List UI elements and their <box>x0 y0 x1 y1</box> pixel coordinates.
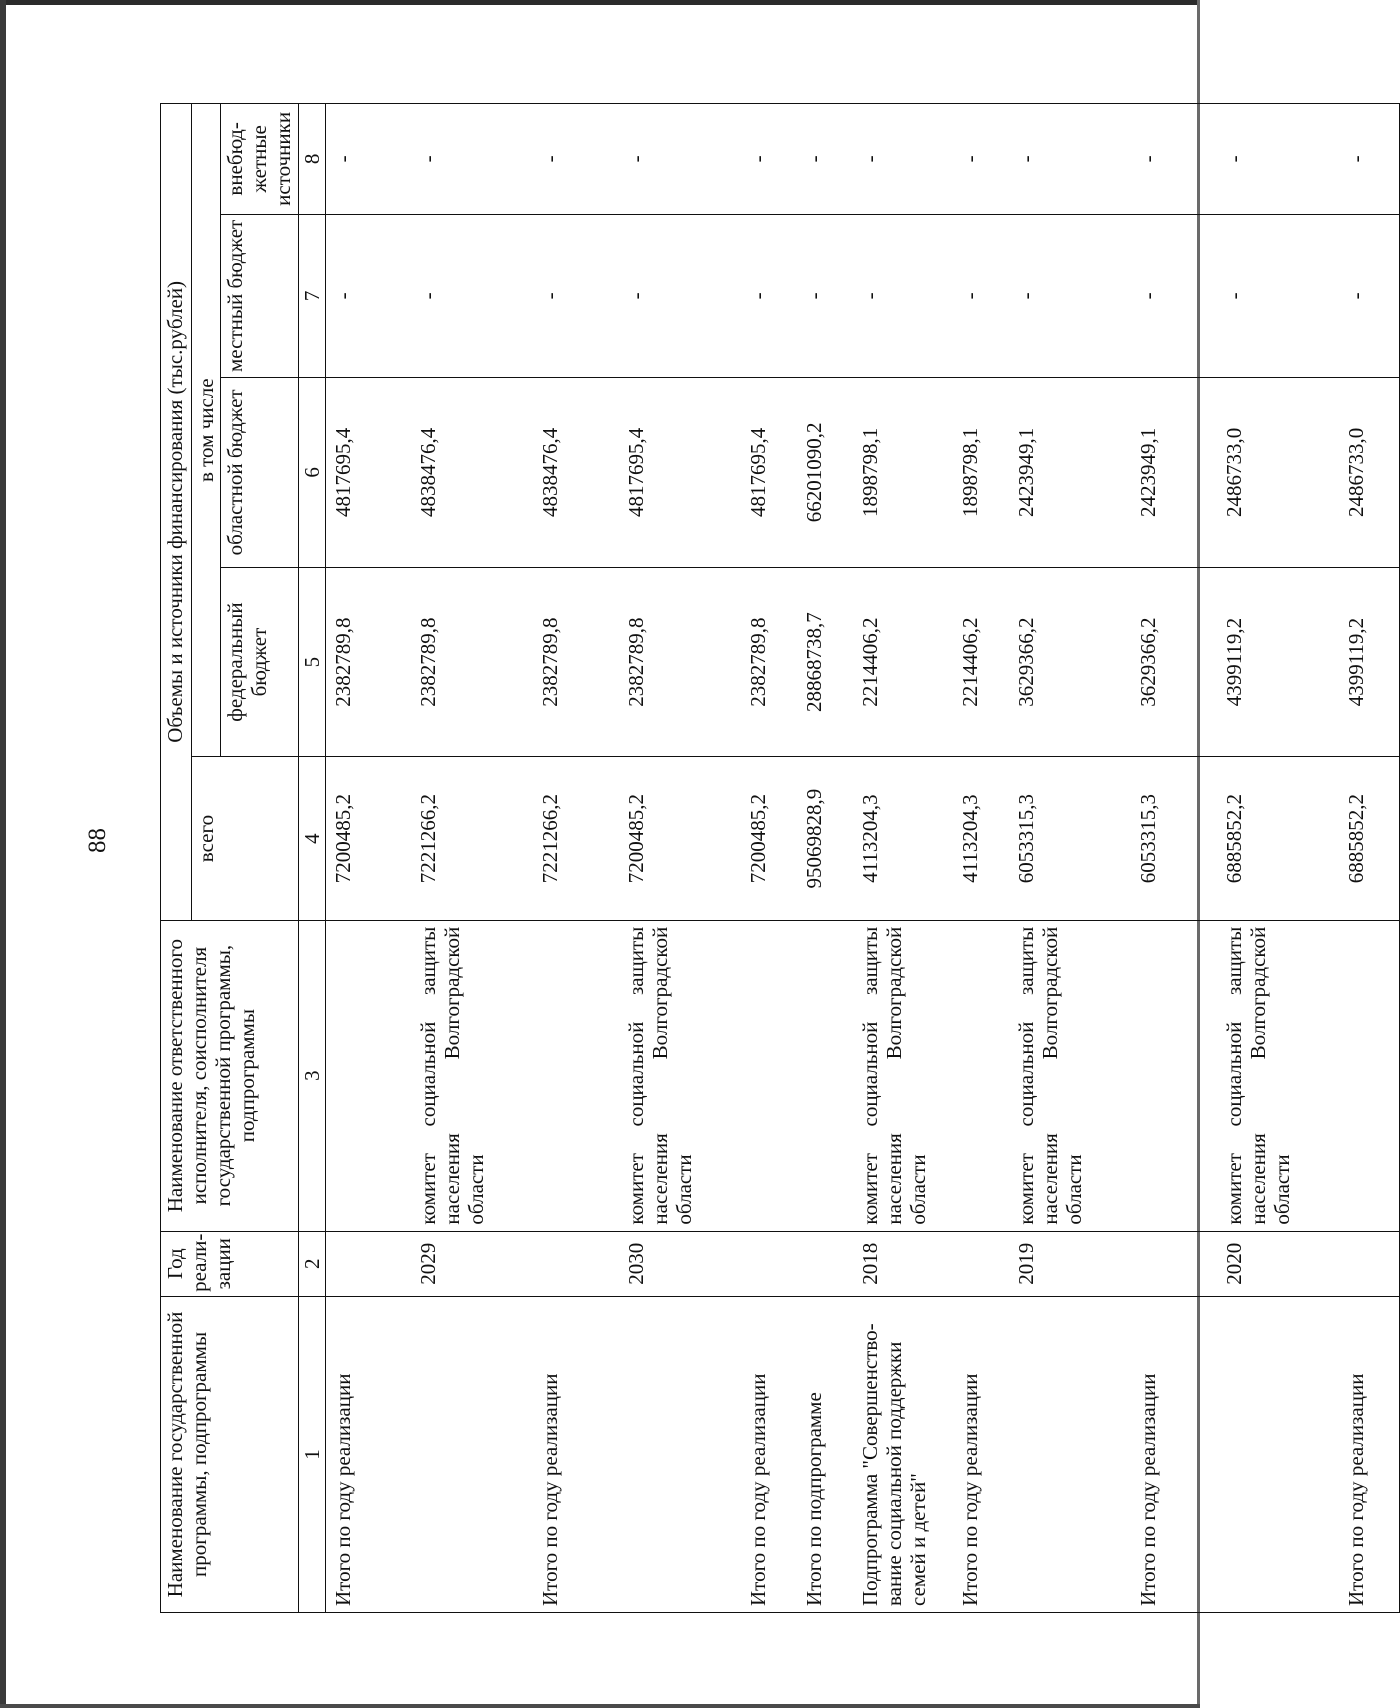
cell-executor <box>533 920 619 1231</box>
column-number: 5 <box>298 567 325 757</box>
cell-year: 2019 <box>1009 1231 1131 1296</box>
cell-local: - <box>741 214 797 377</box>
table-row <box>953 104 1009 1613</box>
column-number: 7 <box>298 214 325 377</box>
header-program-name: Наименование государственной программы, подпрограммы <box>161 1296 299 1612</box>
cell-total: 7221266,2 <box>411 757 533 920</box>
table-row <box>1009 104 1131 1613</box>
cell-year <box>325 1231 411 1296</box>
cell-federal: 2382789,8 <box>411 567 533 757</box>
cell-extra: - <box>853 104 953 215</box>
header-total: всего <box>192 757 299 920</box>
cell-program-name <box>1009 1296 1131 1612</box>
cell-year <box>1339 1231 1399 1296</box>
cell-federal: 2382789,8 <box>325 567 411 757</box>
cell-executor <box>1339 920 1399 1231</box>
table-row <box>411 104 533 1613</box>
cell-total: 7200485,2 <box>619 757 741 920</box>
cell-program-name: Итого по году реализации <box>1131 1296 1217 1612</box>
cell-extra: - <box>325 104 411 215</box>
cell-extra: - <box>1131 104 1217 215</box>
cell-local: - <box>853 214 953 377</box>
cell-program-name: Итого по году реализации <box>1339 1296 1399 1612</box>
cell-regional: 4817695,4 <box>619 378 741 568</box>
cell-regional: 1898798,1 <box>853 378 953 568</box>
cell-total: 7221266,2 <box>533 757 619 920</box>
cell-program-name: Подпрограмма "Совершенство-вание социальной поддержки семей и детей" <box>853 1296 953 1612</box>
cell-total: 6885852,2 <box>1339 757 1399 920</box>
table-row <box>741 104 797 1613</box>
cell-total: 95069828,9 <box>797 757 853 920</box>
cell-program-name: Итого по году реализации <box>953 1296 1009 1612</box>
cell-total: 7200485,2 <box>741 757 797 920</box>
header-local: местный бюджет <box>221 214 298 377</box>
cell-executor: комитет социальной защиты населения Волгоградской области <box>1009 920 1131 1231</box>
cell-local: - <box>1217 214 1339 377</box>
cell-executor <box>797 920 853 1231</box>
cell-federal: 4399119,2 <box>1339 567 1399 757</box>
cell-program-name <box>411 1296 533 1612</box>
table-row <box>1339 104 1399 1613</box>
cell-federal: 28868738,7 <box>797 567 853 757</box>
cell-extra: - <box>953 104 1009 215</box>
cell-extra: - <box>1217 104 1339 215</box>
cell-program-name <box>619 1296 741 1612</box>
column-number: 4 <box>298 757 325 920</box>
cell-executor: комитет социальной защиты населения Волгоградской области <box>1217 920 1339 1231</box>
cell-federal: 3629366,2 <box>1131 567 1217 757</box>
cell-regional: 2423949,1 <box>1131 378 1217 568</box>
cell-regional: 2486733,0 <box>1217 378 1339 568</box>
cell-year: 2030 <box>619 1231 741 1296</box>
header-federal: федеральный бюджет <box>221 567 298 757</box>
cell-federal: 3629366,2 <box>1009 567 1131 757</box>
cell-year: 2018 <box>853 1231 953 1296</box>
column-number: 3 <box>298 920 325 1231</box>
cell-extra: - <box>741 104 797 215</box>
table-row <box>533 104 619 1613</box>
cell-executor <box>1131 920 1217 1231</box>
cell-federal: 2382789,8 <box>533 567 619 757</box>
cell-total: 6053315,3 <box>1131 757 1217 920</box>
cell-program-name: Итого по году реализации <box>325 1296 411 1612</box>
cell-federal: 4399119,2 <box>1217 567 1339 757</box>
cell-regional: 2423949,1 <box>1009 378 1131 568</box>
cell-local: - <box>411 214 533 377</box>
cell-executor: комитет социальной защиты населения Волгоградской области <box>411 920 533 1231</box>
cell-extra: - <box>1009 104 1131 215</box>
header-executor: Наименование ответственного исполнителя, соисполнителя государственной программы, подпрограммы <box>161 920 299 1231</box>
column-number: 2 <box>298 1231 325 1296</box>
table-row <box>853 104 953 1613</box>
cell-executor <box>741 920 797 1231</box>
cell-total: 6053315,3 <box>1009 757 1131 920</box>
cell-federal: 2214406,2 <box>953 567 1009 757</box>
cell-local: - <box>1339 214 1399 377</box>
cell-federal: 2382789,8 <box>619 567 741 757</box>
column-number: 6 <box>298 378 325 568</box>
header-year: Год реали-зации <box>161 1231 299 1296</box>
cell-year: 2020 <box>1217 1231 1339 1296</box>
cell-federal: 2382789,8 <box>741 567 797 757</box>
cell-extra: - <box>797 104 853 215</box>
table-row <box>1131 104 1217 1613</box>
cell-extra: - <box>411 104 533 215</box>
cell-total: 4113204,3 <box>953 757 1009 920</box>
cell-year <box>953 1231 1009 1296</box>
cell-regional: 1898798,1 <box>953 378 1009 568</box>
cell-year <box>797 1231 853 1296</box>
cell-extra: - <box>533 104 619 215</box>
table-row <box>619 104 741 1613</box>
cell-local: - <box>619 214 741 377</box>
cell-local: - <box>797 214 853 377</box>
cell-regional: 4838476,4 <box>411 378 533 568</box>
cell-extra: - <box>1339 104 1399 215</box>
cell-executor: комитет социальной защиты населения Волгоградской области <box>853 920 953 1231</box>
cell-program-name: Итого по подпрограмме <box>797 1296 853 1612</box>
cell-year <box>1131 1231 1217 1296</box>
cell-local: - <box>325 214 411 377</box>
cell-total: 6885852,2 <box>1217 757 1339 920</box>
funding-table <box>160 103 1400 1613</box>
cell-program-name: Итого по году реализации <box>741 1296 797 1612</box>
cell-year: 2029 <box>411 1231 533 1296</box>
cell-regional: 4817695,4 <box>741 378 797 568</box>
cell-executor <box>325 920 411 1231</box>
cell-program-name: Итого по году реализации <box>533 1296 619 1612</box>
cell-year <box>533 1231 619 1296</box>
cell-local: - <box>533 214 619 377</box>
cell-total: 7200485,2 <box>325 757 411 920</box>
table-row <box>325 104 411 1613</box>
table-row <box>1217 104 1339 1613</box>
table-row <box>797 104 853 1613</box>
header-regional: областной бюджет <box>221 378 298 568</box>
cell-executor <box>953 920 1009 1231</box>
cell-regional: 4817695,4 <box>325 378 411 568</box>
cell-total: 4113204,3 <box>853 757 953 920</box>
cell-program-name <box>1217 1296 1339 1612</box>
page-number: 88 <box>84 828 111 853</box>
cell-federal: 2214406,2 <box>853 567 953 757</box>
cell-regional: 4838476,4 <box>533 378 619 568</box>
cell-regional: 2486733,0 <box>1339 378 1399 568</box>
column-number: 8 <box>298 104 325 215</box>
header-including: в том числе <box>192 104 221 757</box>
header-funding: Объемы и источники финансирования (тыс.рублей) <box>161 104 192 921</box>
cell-regional: 66201090,2 <box>797 378 853 568</box>
cell-local: - <box>1009 214 1131 377</box>
cell-extra: - <box>619 104 741 215</box>
header-extra: внебюд-жетные источники <box>221 104 298 215</box>
cell-year <box>741 1231 797 1296</box>
cell-executor: комитет социальной защиты населения Волгоградской области <box>619 920 741 1231</box>
cell-local: - <box>953 214 1009 377</box>
cell-local: - <box>1131 214 1217 377</box>
column-number: 1 <box>298 1296 325 1612</box>
